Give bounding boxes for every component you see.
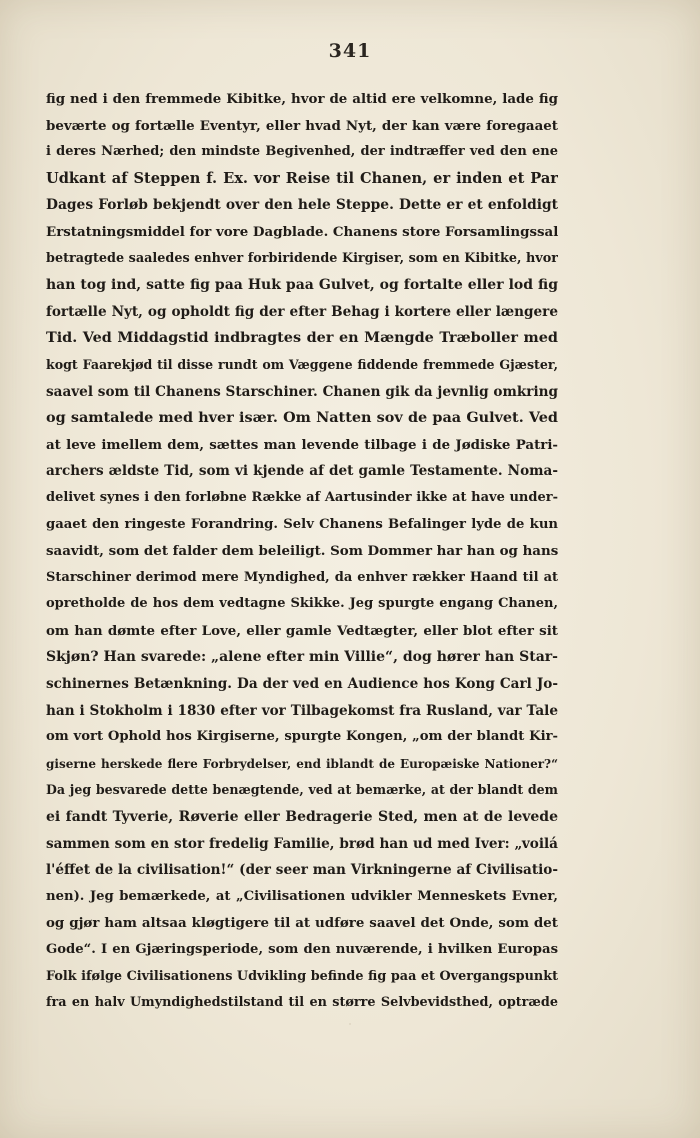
text-line: fra en halv Umyndighedstilstand til en større Selvbevidsthed, optræde	[46, 995, 558, 1011]
page-number: 341	[328, 40, 372, 62]
text-line: saavidt, som det falder dem beleiligt. Som Dommer har han og hans	[46, 543, 558, 560]
text-line: Erstatningsmiddel for vore Dagblade. Chanens store Forsamlingssal	[46, 223, 558, 240]
text-line: Skjøn? Han svarede: „alene efter min Villie“, dog hører han Star-	[46, 649, 558, 666]
text-line: Folk ifølge Civilisationens Udvikling befinde fig paa et Overgangspunkt	[46, 968, 558, 984]
text-line: kogt Faarekjød til disse rundt om Væggene fiddende fremmede Gjæster,	[46, 356, 558, 372]
text-line: l'éffet de la civilisation!“ (der seer man Virkningerne af Civilisatio-	[46, 862, 558, 879]
text-line: nen). Jeg bemærkede, at „Civilisationen udvikler Menneskets Evner,	[46, 888, 558, 904]
text-line: sammen som en stor fredelig Familie, brød han ud med Iver: „voilá	[46, 835, 558, 852]
text-line: saavel som til Chanens Starschiner. Chanen gik da jevnlig omkring	[46, 383, 558, 400]
text-line: betragtede saaledes enhver forbiridende Kirgiser, som en Kibitke, hvor	[46, 250, 558, 266]
text-line: ei fandt Tyverie, Røverie eller Bedragerie Sted, men at de levede	[46, 809, 558, 826]
text-line: Udkant af Steppen f. Ex. vor Reise til Chanen, er inden et Par	[46, 169, 558, 187]
text-line: Dages Forløb bekjendt over den hele Steppe. Dette er et enfoldigt	[46, 197, 558, 214]
text-line: Da jeg besvarede dette benægtende, ved at bemærke, at der blandt dem	[46, 782, 558, 798]
text-line: han tog ind, satte fig paa Huk paa Gulvet, og fortalte eller lod fig	[46, 277, 558, 294]
text-line: og gjør ham altsaa kløgtigere til at udføre saavel det Onde, som det	[46, 915, 558, 932]
text-line: om han dømte efter Love, eller gamle Vedtægter, eller blot efter sit	[46, 622, 558, 639]
text-line: delivet synes i den forløbne Række af Aartusinder ikke at have under-	[46, 489, 558, 505]
text-line: giserne herskede flere Forbrydelser, end iblandt de Europæiske Nationer?“	[46, 756, 558, 771]
text-line: archers ældste Tid, som vi kjende af det gamle Testamente. Noma-	[46, 463, 558, 480]
text-line: i deres Nærhed; den mindste Begivenhed, der indtræffer ved den ene	[46, 144, 558, 160]
text-line: han i Stokholm i 1830 efter vor Tilbagekomst fra Rusland, var Tale	[46, 702, 558, 719]
text-line: schinernes Betænkning. Da der ved en Audience hos Kong Carl Jo-	[46, 676, 558, 693]
body-text	[46, 86, 558, 1017]
text-line: og samtalede med hver især. Om Natten sov de paa Gulvet. Ved	[46, 409, 558, 427]
page-footer-dot: ·	[348, 1020, 352, 1029]
text-line: opretholde de hos dem vedtagne Skikke. Jeg spurgte engang Chanen,	[46, 596, 558, 612]
text-line: Starschiner derimod mere Myndighed, da enhver rækker Haand til at	[46, 569, 558, 585]
text-line: gaaet den ringeste Forandring. Selv Chanens Befalinger lyde de kun	[46, 516, 558, 532]
text-line: Tid. Ved Middagstid indbragtes der en Mængde Træboller med	[46, 329, 558, 347]
text-line: fortælle Nyt, og opholdt fig der efter Behag i kortere eller længere	[46, 303, 558, 320]
text-line: beværte og fortælle Eventyr, eller hvad Nyt, der kan være foregaaet	[46, 117, 558, 134]
text-line: om vort Ophold hos Kirgiserne, spurgte Kongen, „om der blandt Kir-	[46, 729, 558, 745]
text-line: Gode“. I en Gjæringsperiode, som den nuværende, i hvilken Europas	[46, 942, 558, 957]
text-line: fig ned i den fremmede Kibitke, hvor de altid ere velkomne, lade fig	[46, 91, 558, 107]
text-line: at leve imellem dem, sættes man levende tilbage i de Jødiske Patri-	[46, 436, 558, 453]
